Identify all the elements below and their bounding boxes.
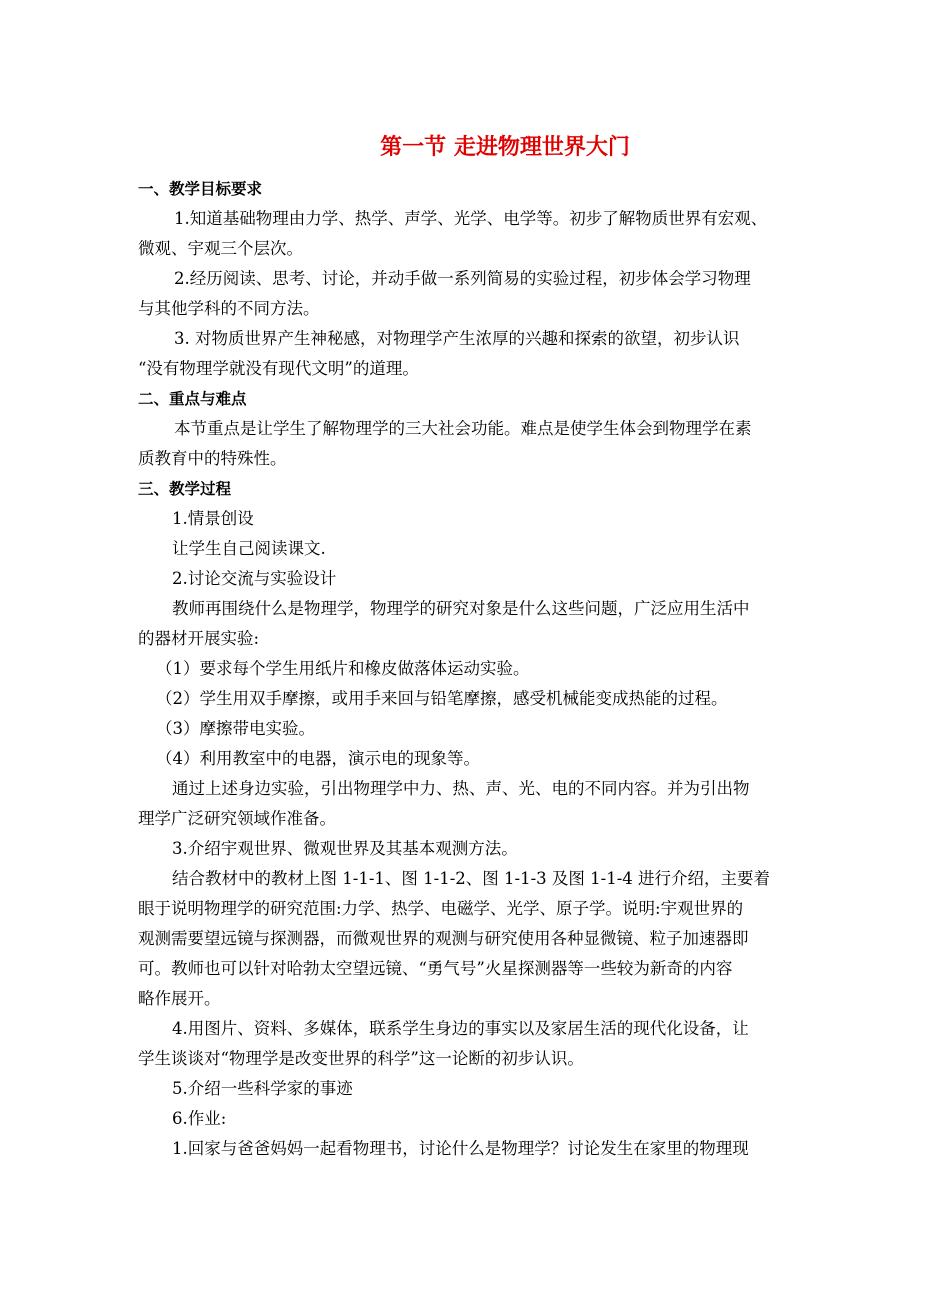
list-item: （3）摩擦带电实验。 bbox=[156, 719, 315, 738]
paragraph-line: 本节重点是让学生了解物理学的三大社会功能。难点是使学生体会到物理学在素 bbox=[174, 419, 752, 438]
section-heading-process: 三、教学过程 bbox=[138, 480, 232, 498]
paragraph-line: 5.介绍一些科学家的事迹 bbox=[172, 1079, 353, 1098]
paragraph-line: 质教育中的特殊性。 bbox=[138, 449, 287, 468]
paragraph-line: 学生谈谈对“物理学是改变世界的科学”这一论断的初步认识。 bbox=[138, 1049, 584, 1068]
paragraph-line: 教师再围绕什么是物理学，物理学的研究对象是什么这些问题，广泛应用生活中 bbox=[172, 599, 750, 618]
list-item: （2）学生用双手摩擦，或用手来回与铅笔摩擦，感受机械能变成热能的过程。 bbox=[156, 689, 728, 708]
paragraph-line: 通过上述身边实验，引出物理学中力、热、声、光、电的不同内容。并为引出物 bbox=[172, 779, 750, 798]
paragraph-line: 2.经历阅读、思考、讨论，并动手做一系列简易的实验过程，初步体会学习物理 bbox=[174, 269, 751, 288]
list-item: （4）利用教室中的电器，演示电的现象等。 bbox=[156, 749, 480, 768]
paragraph-line: 1.知道基础物理由力学、热学、声学、光学、电学等。初步了解物质世界有宏观、 bbox=[174, 209, 768, 228]
paragraph-line: 理学广泛研究领域作准备。 bbox=[138, 809, 336, 828]
section-heading-key-points: 二、重点与难点 bbox=[138, 390, 247, 408]
paragraph-line: 3. 对物质世界产生神秘感，对物理学产生浓厚的兴趣和探索的欲望，初步认识 bbox=[174, 329, 740, 348]
paragraph-line: 6.作业: bbox=[172, 1109, 227, 1128]
document-body bbox=[138, 174, 814, 1164]
paragraph-line: 1.情景创设 bbox=[172, 509, 254, 528]
section-heading-objectives: 一、教学目标要求 bbox=[138, 180, 263, 198]
paragraph-line: 观测需要望远镜与探测器，而微观世界的观测与研究使用各种显微镜、粒子加速器即 bbox=[138, 929, 749, 948]
paragraph-line: 的器材开展实验: bbox=[138, 629, 260, 648]
page-title: 第一节 走进物理世界大门 bbox=[380, 135, 630, 160]
paragraph-line: 可。教师也可以针对哈勃太空望远镜、“勇气号”火星探测器等一些较为新奇的内容 bbox=[138, 959, 733, 978]
paragraph-line: 结合教材中的教材上图 1-1-1、图 1-1-2、图 1-1-3 及图 1-1-4 进行介绍，主要着 bbox=[172, 869, 771, 888]
paragraph-line: 让学生自己阅读课文. bbox=[172, 539, 326, 558]
paragraph-line: 1.回家与爸爸妈妈一起看物理书，讨论什么是物理学？讨论发生在家里的物理现 bbox=[172, 1139, 749, 1158]
list-item: （1）要求每个学生用纸片和橡皮做落体运动实验。 bbox=[156, 659, 530, 678]
paragraph-line: 微观、宇观三个层次。 bbox=[138, 239, 303, 258]
paragraph-line: 眼于说明物理学的研究范围:力学、热学、电磁学、光学、原子学。说明:宇观世界的 bbox=[138, 899, 744, 918]
paragraph-line: 3.介绍宇观世界、微观世界及其基本观测方法。 bbox=[172, 839, 518, 858]
paragraph-line: 略作展开。 bbox=[138, 989, 221, 1008]
paragraph-line: 2.讨论交流与实验设计 bbox=[172, 569, 337, 588]
paragraph-line: “没有物理学就没有现代文明”的道理。 bbox=[138, 359, 419, 378]
paragraph-line: 4.用图片、资料、多媒体，联系学生身边的事实以及家居生活的现代化设备，让 bbox=[172, 1019, 749, 1038]
paragraph-line: 与其他学科的不同方法。 bbox=[138, 299, 320, 318]
